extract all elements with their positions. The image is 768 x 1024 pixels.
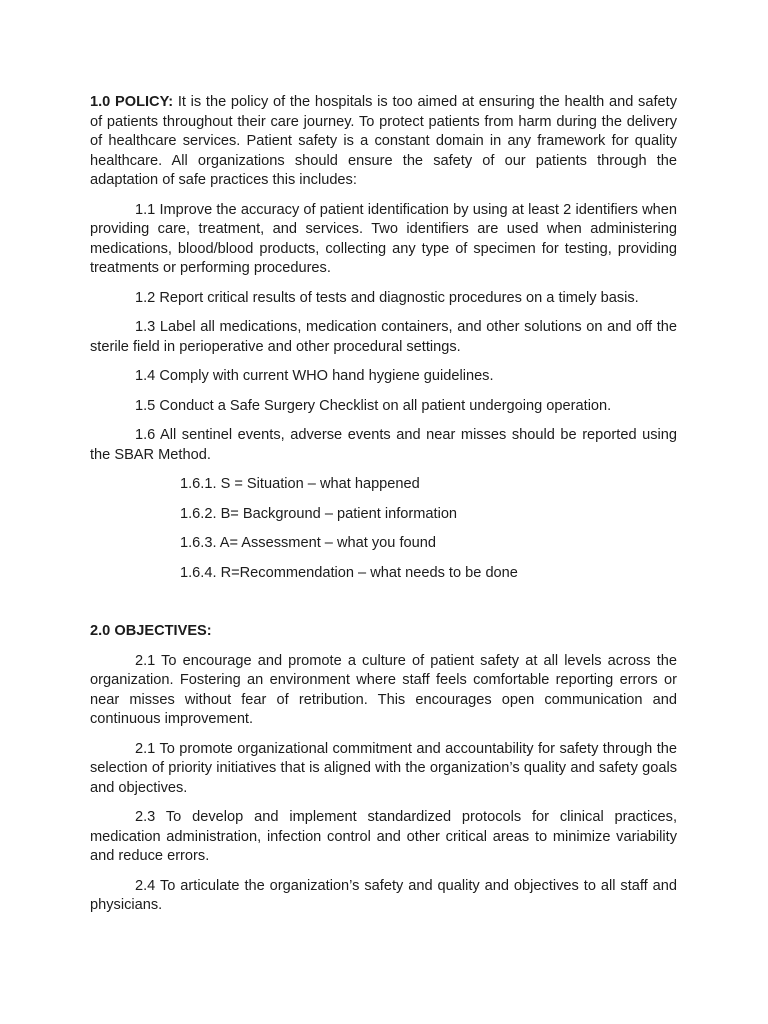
policy-item-1-2: 1.2 Report critical results of tests and diagnostic procedures on a timely basis.: [135, 289, 639, 306]
objective-item-2-3: 2.3 To develop and implement standardized protocols for clinical practices, medication administration, infection control and other critical areas to minimize variability and reduce errors.: [90, 809, 677, 864]
sbar-item-recommendation: 1.6.4. R=Recommendation – what needs to be done: [180, 564, 518, 581]
policy-item-1-6: 1.6 All sentinel events, adverse events and near misses should be reported using the SBAR Method.: [90, 427, 677, 463]
document-page: [90, 93, 677, 926]
section-spacer: [90, 593, 677, 622]
policy-intro-paragraph: [90, 93, 677, 191]
policy-item-1-1: 1.1 Improve the accuracy of patient identification by using at least 2 identifiers when providing care, treatment, and services. Two identifiers are used when administering medications, blood/blood products, collecting any type of specimen for testing, providing treatments or performing procedures.: [90, 201, 677, 276]
sbar-item-assessment: 1.6.3. A= Assessment – what you found: [180, 535, 436, 551]
policy-item-1-4: 1.4 Comply with current WHO hand hygiene guidelines.: [135, 368, 494, 384]
policy-item-1-3: 1.3 Label all medications, medication containers, and other solutions on and off the sterile field in perioperative and other procedural settings.: [90, 319, 677, 355]
objectives-heading: 2.0 OBJECTIVES:: [90, 623, 212, 639]
objective-item-2-4: 2.4 To articulate the organization’s safety and quality and objectives to all staff and physicians.: [90, 877, 677, 913]
sbar-item-situation: 1.6.1. S = Situation – what happened: [180, 476, 420, 492]
objective-item-2-1a: 2.1 To encourage and promote a culture of patient safety at all levels across the organization. Fostering an environment where staff feels comfortable reporting errors or near misses without fear of retribution. This encourages open communication and continuous improvement.: [90, 652, 677, 727]
policy-heading: 1.0 POLICY:: [90, 94, 174, 110]
objective-item-2-1b: 2.1 To promote organizational commitment and accountability for safety through the selection of priority initiatives that is aligned with the organization’s quality and safety goals and objectives.: [90, 740, 677, 796]
sbar-item-background: 1.6.2. B= Background – patient information: [180, 505, 458, 522]
policy-item-1-5: 1.5 Conduct a Safe Surgery Checklist on all patient undergoing operation.: [135, 397, 612, 414]
policy-intro-text: It is the policy of the hospitals is too aimed at ensuring the health and safety of patients throughout their care journey. To protect patients from harm during the delivery of healthcare services. Patient safety is a constant domain in any framework for quality healthcare. All organizations should ensure the safety of our patients through the adaptation of safe practices this includes:: [90, 94, 677, 188]
